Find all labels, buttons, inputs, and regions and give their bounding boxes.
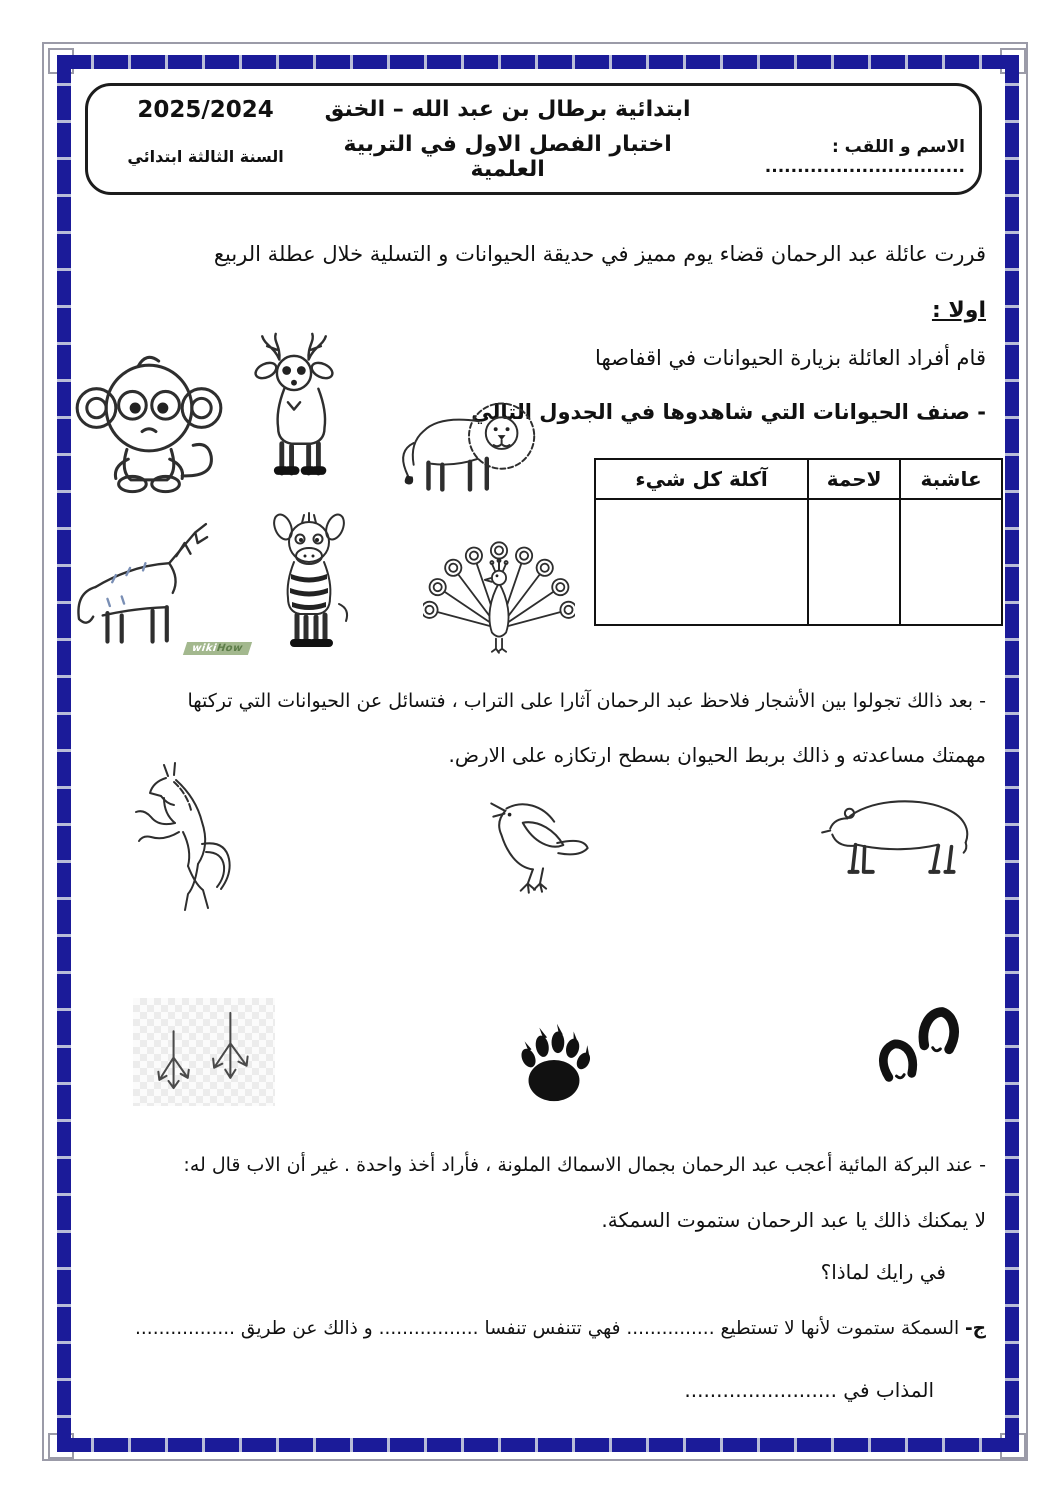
table-header-omnivore: آكلة كل شيء [595,459,808,499]
table-header-herbivore: عاشبة [900,459,1002,499]
deer-image [233,328,355,496]
exam-header-box [85,83,982,195]
section1-heading: اولا : [931,298,986,323]
hoof-prints-image [863,1002,971,1094]
wikihow-watermark: wikiHow [183,642,252,655]
grade-level: السنة الثالثة ابتدائي [127,147,284,166]
peacock-image [423,532,575,654]
frame-border-top [57,55,1019,69]
lion-image [385,368,553,520]
frame-border-left [57,55,71,1452]
name-field-label: الاسم و اللقب : ............................... [764,136,965,177]
horse-image [113,760,289,920]
table-cell-carnivore [808,499,900,625]
table-cell-herbivore [900,499,1002,625]
bear-paw-print-image [505,1010,603,1108]
table-header-carnivore: لاحمة [808,459,900,499]
school-year: 2025/2024 [137,96,274,123]
monkey-image [63,350,235,502]
bird-image [470,786,612,898]
wolf-image [60,515,238,653]
intro-text: قررت عائلة عبد الرحمان قضاء يوم مميز في حديقة الحيوانات و التسلية خلال عطلة الربيع [213,242,986,266]
zebra-image [253,508,365,658]
father-quote-text: لا يمكنك ذالك يا عبد الرحمان ستموت السمكة. [601,1208,986,1232]
classify-task-text: - صنف الحيوانات التي شاهدوها في الجدول التالي [471,400,986,424]
bear-image [813,784,991,880]
pond-text: - عند البركة المائية أعجب عبد الرحمان بجمال الاسماك الملونة ، فأراد أخذ واحدة . غير أن الاب قال له: [183,1154,986,1176]
answer-prefix: ج- [964,1318,986,1339]
frame-border-right [1005,55,1019,1452]
exam-title: اختبار الفصل الاول في التربية العلمية [343,131,672,182]
tracks-intro-text: - بعد ذالك تجولوا بين الأشجار فلاحظ عبد الرحمان آثارا على التراب ، فتسائل عن الحيوانات التي تركتها [187,690,986,712]
bird-tracks-image [133,998,275,1106]
classification-table [594,458,1003,626]
task2-text: مهمتك مساعدته و ذالك بربط الحيوان بسطح ارتكازه على الارض. [448,743,986,767]
table-cell-omnivore [595,499,808,625]
school-name: ابتدائية برطال بن عبد الله – الخنق [324,97,691,122]
answer-line-2: المذاب في ........................ [684,1378,934,1402]
visit-text: قام أفراد العائلة بزيارة الحيوانات في اقفاصها [595,346,986,370]
answer-line-1: ج- السمكة ستموت لأنها لا تستطيع ............... فهي تتنفس تنفسا ................. و ذالك عن طريق ................. [135,1318,986,1339]
question-text: في رايك لماذا؟ [820,1260,946,1284]
frame-border-bottom [57,1438,1019,1452]
